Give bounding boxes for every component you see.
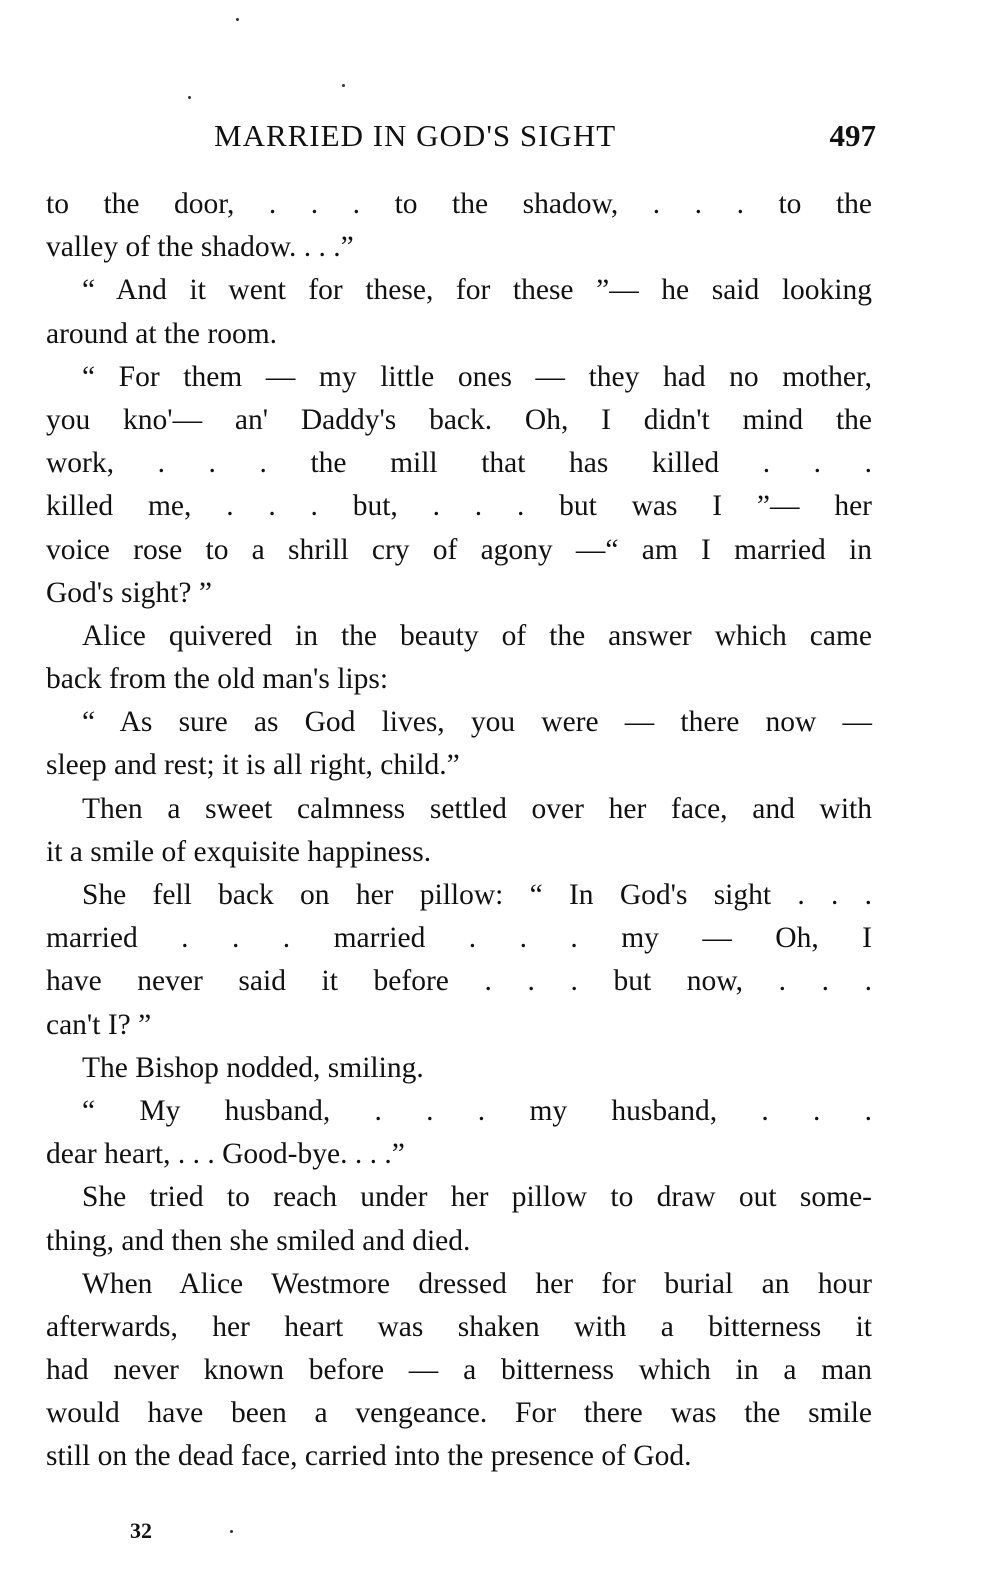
page-speck <box>230 1530 233 1533</box>
text-line: would have been a vengeance. For there was the smile <box>46 1397 872 1430</box>
text-line: thing, and then she smiled and died. <box>46 1224 471 1257</box>
page-speck <box>342 84 345 87</box>
signature-mark: 32 <box>130 1518 152 1543</box>
text-line: She fell back on her pillow: “ In God's sight . . . <box>82 879 872 911</box>
text-line: voice rose to a shrill cry of agony —“ am I married in <box>46 533 872 566</box>
text-line: “ As sure as God lives, you were — there now — <box>82 706 872 739</box>
text-line: valley of the shadow. . . .” <box>46 231 354 264</box>
text-line: Alice quivered in the beauty of the answer which came <box>82 619 872 652</box>
text-line: “ My husband, . . . my husband, . . . <box>82 1094 872 1127</box>
text-line: still on the dead face, carried into the presence of God. <box>46 1440 692 1473</box>
text-line: have never said it before . . . but now, . . . <box>46 965 872 998</box>
text-line: God's sight? ” <box>46 576 212 609</box>
text-line: it a smile of exquisite happiness. <box>46 835 432 868</box>
page-number: 497 <box>829 118 876 153</box>
text-line: killed me, . . . but, . . . but was I ”— her <box>46 490 872 523</box>
text-line: can't I? ” <box>46 1008 152 1041</box>
text-line: sleep and rest; it is all right, child.” <box>46 749 460 782</box>
text-line: Then a sweet calmness settled over her face, and with <box>82 792 872 825</box>
page-speck <box>236 18 239 21</box>
text-line: had never known before — a bitterness which in a man <box>46 1354 872 1387</box>
running-title: MARRIED IN GOD'S SIGHT <box>214 118 617 153</box>
text-body <box>46 183 872 1479</box>
text-line: around at the room. <box>46 317 278 350</box>
text-line: “ And it went for these, for these ”— he said looking <box>82 274 872 307</box>
text-line: dear heart, . . . Good-bye. . . .” <box>46 1138 405 1171</box>
text-line: “ For them — my little ones — they had no mother, <box>82 360 872 393</box>
text-line: back from the old man's lips: <box>46 663 389 696</box>
text-line: The Bishop nodded, smiling. <box>82 1051 424 1084</box>
page-speck <box>188 96 191 99</box>
text-line: you kno'— an' Daddy's back. Oh, I didn't mind the <box>46 403 872 436</box>
text-line: When Alice Westmore dressed her for burial an hour <box>82 1267 872 1300</box>
text-line: to the door, . . . to the shadow, . . . to the <box>46 188 872 220</box>
text-line: married . . . married . . . my — Oh, I <box>46 922 872 955</box>
text-line: afterwards, her heart was shaken with a bitterness it <box>46 1310 872 1343</box>
text-line: work, . . . the mill that has killed . . . <box>46 447 872 480</box>
text-line: She tried to reach under her pillow to draw out some- <box>82 1181 872 1214</box>
running-head <box>46 118 876 158</box>
